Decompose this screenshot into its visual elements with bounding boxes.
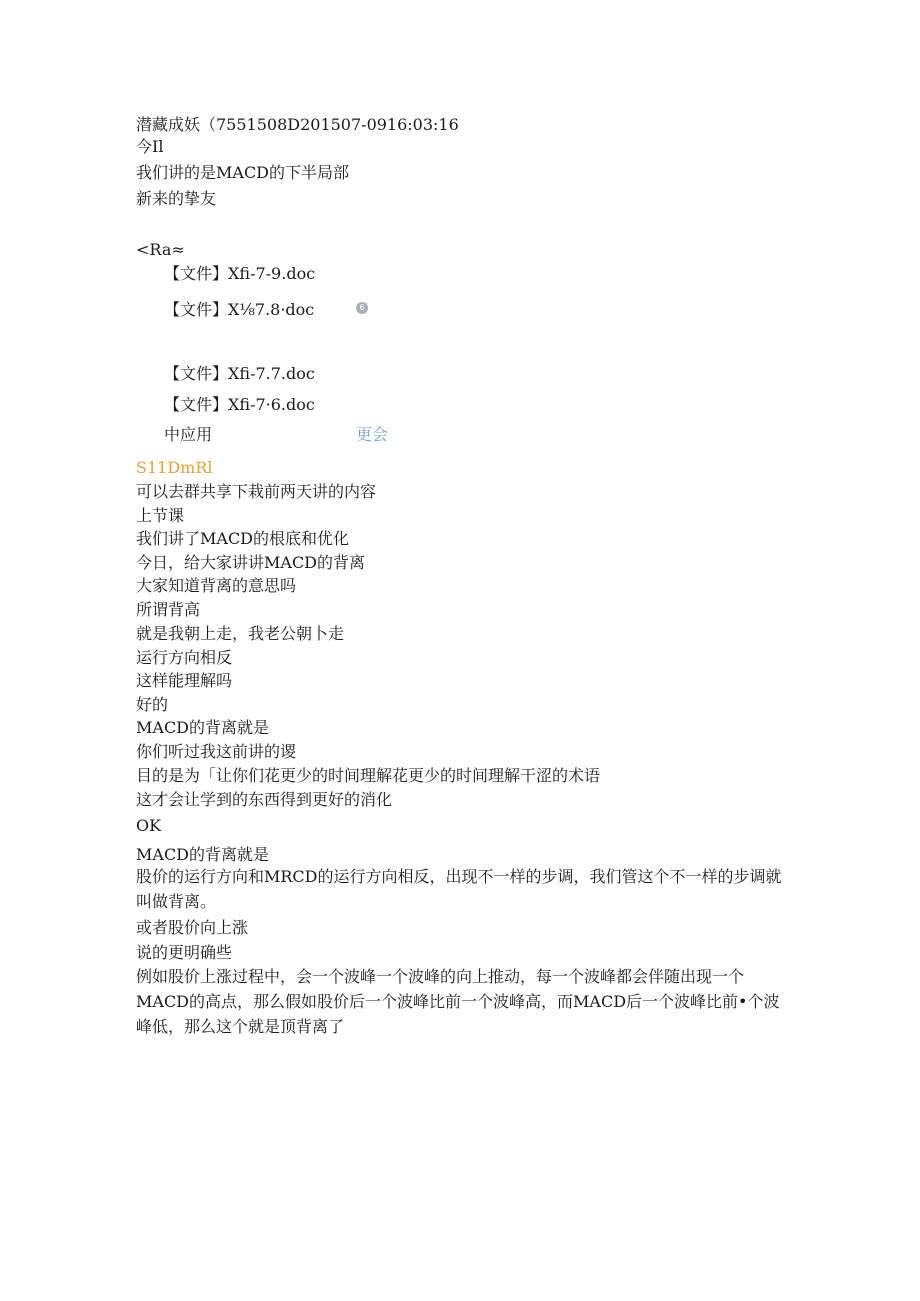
text-line: 我们讲了MACD的根底和优化 [136, 529, 350, 548]
text-line: OK [136, 816, 162, 835]
text-line: 就是我朝上走，我老公朝卜走 [136, 624, 345, 643]
text-line: 今Il [136, 137, 164, 156]
text-line: 大家知道背离的意思吗 [136, 576, 297, 595]
sender-line: 潜藏成妖（7551508D201507-0916:03:16 [136, 115, 459, 134]
text-line: 或者股价向上涨 [136, 918, 249, 937]
text-line: 运行方向相反 [136, 648, 233, 667]
text-line: 所谓背高 [136, 600, 201, 619]
file-attachment-link[interactable]: 【文件】Xfi-7-9.doc [164, 264, 316, 283]
paragraph: 例如股价上涨过程中，会一个波峰一个波峰的向上推动，每一个波峰都会伴随出现一个MACD的高点，那么假如股价后一个波峰比前一个波峰高，而MACD后一个波峰比前•个波峰低，那么这个就是顶背离了 [136, 967, 780, 1036]
paragraph: 股价的运行方向和MRCD的运行方向相反，出现不一样的步调，我们管这个不一样的步调就叫做背离。 [136, 867, 782, 911]
file-attachment-link[interactable]: 【文件】Xfi-7.7.doc [164, 364, 315, 383]
text-line: 这才会让学到的东西得到更好的消化 [136, 790, 393, 809]
text-line: MACD的背离就是 [136, 845, 270, 864]
file-attachment-link[interactable]: 【文件】X⅛7.8·doc [164, 300, 315, 319]
more-link[interactable]: 更会 [356, 425, 389, 444]
text-line: 上节课 [136, 506, 185, 525]
file-attachment-link[interactable]: 【文件】Xfi-7·6.doc [164, 395, 315, 414]
text-line: 目的是为「让你们花更少的时间理解花更少的时间理解干涩的术语 [136, 766, 601, 785]
text-line: MACD的背离就是 [136, 718, 270, 737]
text-line: 你们听过我这前讲的谡 [136, 742, 297, 761]
attachments-label: <Ra≈ [136, 240, 185, 259]
text-line: 这样能理解吗 [136, 671, 233, 690]
sender-name: S11DmRl [136, 458, 213, 477]
text-line: 好的 [136, 695, 169, 714]
text-line: 我们讲的是MACD的下半局部 [136, 163, 350, 182]
app-label: 中应用 [164, 425, 213, 444]
text-line: 今日，给大家讲讲MACD的背离 [136, 553, 366, 572]
count-badge: 6 [356, 302, 368, 314]
text-line: 可以去群共享下栽前两天讲的内容 [136, 482, 377, 501]
text-line: 新来的挚友 [136, 189, 217, 208]
text-line: 说的更明确些 [136, 943, 233, 962]
